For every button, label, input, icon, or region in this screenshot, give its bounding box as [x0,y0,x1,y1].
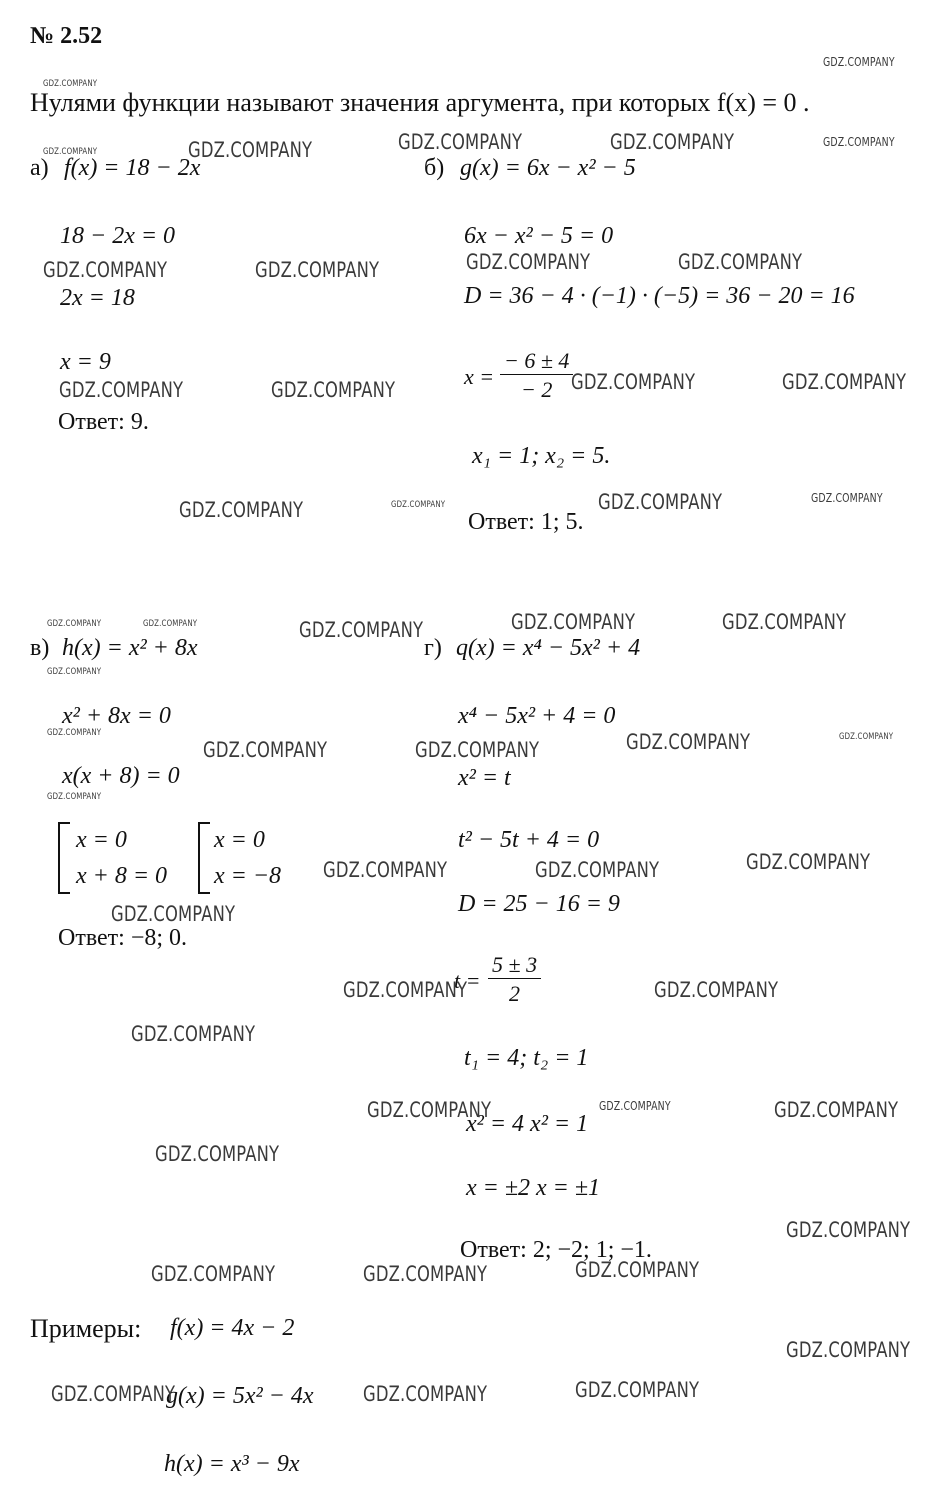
watermark: GDZ.COMPANY [774,1098,899,1122]
problem-number: № 2.52 [30,23,103,49]
part-b-fraction-num: − 6 ± 4 [504,348,570,373]
watermark: GDZ.COMPANY [363,1382,488,1406]
part-g-t-lhs: t = [454,968,481,993]
watermark: GDZ.COMPANY [823,135,895,149]
part-b-x-lhs: x = [464,364,495,389]
part-b-fraction-den: − 2 [500,374,573,403]
part-g-fraction-num: 5 ± 3 [492,952,538,977]
part-v-sys2-line2: x = −8 [214,863,282,889]
part-v-bracket-1 [58,822,70,894]
watermark: GDZ.COMPANY [839,732,894,742]
part-g-fraction [488,952,541,1007]
watermark: GDZ.COMPANY [47,728,102,738]
part-v-label: в) [30,635,50,661]
watermark: GDZ.COMPANY [654,978,779,1002]
watermark: GDZ.COMPANY [47,619,102,629]
watermark: GDZ.COMPANY [535,858,660,882]
watermark: GDZ.COMPANY [299,618,424,642]
watermark: GDZ.COMPANY [271,378,396,402]
part-b-fraction [500,348,573,403]
watermark: GDZ.COMPANY [571,370,696,394]
watermark: GDZ.COMPANY [255,258,380,282]
part-g-t-equation: t² − 5t + 4 = 0 [458,827,600,853]
watermark: GDZ.COMPANY [823,55,895,69]
part-b-equation: 6x − x² − 5 = 0 [464,223,614,249]
watermark: GDZ.COMPANY [59,378,184,402]
watermark: GDZ.COMPANY [415,738,540,762]
part-v-sys2-line1: x = 0 [214,827,265,853]
watermark: GDZ.COMPANY [323,858,448,882]
watermark: GDZ.COMPANY [599,1099,671,1113]
part-g-fraction-den: 2 [488,978,541,1007]
watermark: GDZ.COMPANY [179,498,304,522]
watermark: GDZ.COMPANY [363,1262,488,1286]
watermark: GDZ.COMPANY [786,1218,911,1242]
watermark: GDZ.COMPANY [131,1022,256,1046]
part-a-line-1: 18 − 2x = 0 [60,223,176,249]
watermark: GDZ.COMPANY [143,619,198,629]
watermark: GDZ.COMPANY [391,500,446,510]
part-a-function: f(x) = 18 − 2x [64,155,201,181]
watermark: GDZ.COMPANY [343,978,468,1002]
part-a-line-2: 2x = 18 [60,285,135,311]
part-v-equation: x² + 8x = 0 [62,703,171,729]
watermark: GDZ.COMPANY [188,138,313,162]
watermark: GDZ.COMPANY [51,1382,176,1406]
part-v-answer: Ответ: −8; 0. [58,925,188,951]
part-b-roots: x₁ = 1; x₂ = 5. [472,443,611,469]
watermark: GDZ.COMPANY [575,1378,700,1402]
watermark: GDZ.COMPANY [511,610,636,634]
part-g-function: q(x) = x⁴ − 5x² + 4 [456,635,641,661]
part-a-label: а) [30,155,49,181]
watermark: GDZ.COMPANY [598,490,723,514]
watermark: GDZ.COMPANY [398,130,523,154]
watermark: GDZ.COMPANY [575,1258,700,1282]
part-g-label: г) [424,635,442,661]
watermark: GDZ.COMPANY [610,130,735,154]
watermark: GDZ.COMPANY [111,902,236,926]
part-b-discriminant: D = 36 − 4 · (−1) · (−5) = 36 − 20 = 16 [464,283,855,309]
part-v-factored: x(x + 8) = 0 [62,763,180,789]
watermark: GDZ.COMPANY [626,730,751,754]
watermark: GDZ.COMPANY [43,258,168,282]
watermark: GDZ.COMPANY [43,79,98,89]
part-g-equation: x⁴ − 5x² + 4 = 0 [458,703,616,729]
part-a-answer: Ответ: 9. [58,409,149,435]
part-g-x-roots: x = ±2 x = ±1 [466,1175,601,1201]
watermark: GDZ.COMPANY [786,1338,911,1362]
watermark: GDZ.COMPANY [722,610,847,634]
example-h: h(x) = x³ − 9x [164,1451,300,1477]
watermark: GDZ.COMPANY [151,1262,276,1286]
part-v-function: h(x) = x² + 8x [62,635,198,661]
part-g-answer: Ответ: 2; −2; 1; −1. [460,1237,652,1263]
part-a-line-3: x = 9 [60,349,111,375]
watermark: GDZ.COMPANY [811,491,883,505]
watermark: GDZ.COMPANY [466,250,591,274]
part-g-discriminant: D = 25 − 16 = 9 [458,891,620,917]
watermark: GDZ.COMPANY [155,1142,280,1166]
example-g: g(x) = 5x² − 4x [166,1383,314,1409]
part-b-answer: Ответ: 1; 5. [468,509,584,535]
part-b-label: б) [424,155,445,181]
part-b-function: g(x) = 6x − x² − 5 [460,155,636,181]
part-v-bracket-2 [198,822,210,894]
watermark: GDZ.COMPANY [367,1098,492,1122]
watermark: GDZ.COMPANY [43,147,98,157]
watermark: GDZ.COMPANY [203,738,328,762]
definition-text: Нулями функции называют значения аргумента, при которых f(x) = 0 . [30,88,810,117]
example-f: f(x) = 4x − 2 [170,1315,295,1341]
part-g-x-squares: x² = 4 x² = 1 [466,1111,589,1137]
watermark: GDZ.COMPANY [782,370,907,394]
watermark: GDZ.COMPANY [678,250,803,274]
part-g-t-roots: t₁ = 4; t₂ = 1 [464,1045,589,1071]
part-v-sys1-line2: x + 8 = 0 [76,863,168,889]
examples-label: Примеры: [30,1314,142,1343]
part-v-sys1-line1: x = 0 [76,827,127,853]
part-g-substitution: x² = t [458,765,511,791]
watermark: GDZ.COMPANY [47,792,102,802]
watermark: GDZ.COMPANY [47,667,102,677]
watermark: GDZ.COMPANY [746,850,871,874]
